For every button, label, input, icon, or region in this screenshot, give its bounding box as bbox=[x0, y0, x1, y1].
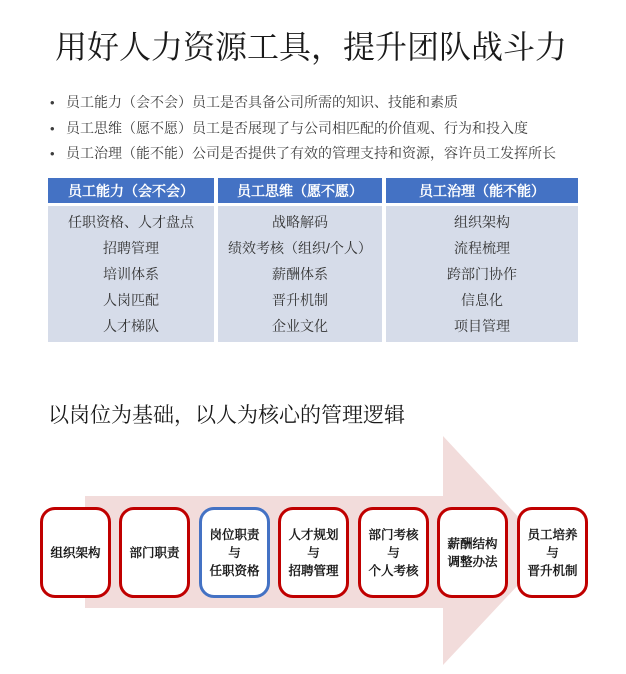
flow-box-label: 招聘管理 bbox=[288, 563, 339, 578]
flow-box-job-duties-qualifications bbox=[199, 507, 270, 598]
flow-box-label: 调整办法 bbox=[447, 554, 498, 569]
bullet-text: 员工能力（会不会）员工是否具备公司所需的知识、技能和素质 bbox=[66, 94, 458, 110]
bullet-dot-icon: • bbox=[50, 95, 55, 110]
table-cell: 人岗匹配 bbox=[103, 292, 159, 308]
flow-box-label: 与 bbox=[228, 545, 241, 560]
flow-box-label: 与 bbox=[307, 545, 320, 560]
flow-box-label: 薪酬结构 bbox=[447, 536, 498, 551]
table-cell: 薪酬体系 bbox=[272, 266, 328, 282]
flow-box-label: 人才规划 bbox=[288, 527, 339, 542]
section-subtitle: 以岗位为基础，以人为核心的管理逻辑 bbox=[48, 404, 405, 427]
bullet-dot-icon: • bbox=[50, 120, 55, 136]
table-cell: 项目管理 bbox=[454, 318, 510, 334]
flow-box-dept-individual-assessment bbox=[358, 507, 429, 598]
table-cell: 流程梳理 bbox=[454, 240, 510, 256]
flow-box-label: 任职资格 bbox=[209, 563, 260, 578]
flow-box-label: 与 bbox=[546, 545, 559, 560]
flow-box-label: 组织架构 bbox=[50, 545, 101, 560]
table-header-cell: 员工思维（愿不愿） bbox=[218, 178, 382, 203]
flow-box-label: 部门考核 bbox=[368, 527, 419, 542]
bullet-text: 员工思维（愿不愿）员工是否展现了与公司相匹配的价值观、行为和投入度 bbox=[66, 119, 528, 136]
table-cell: 组织架构 bbox=[454, 214, 510, 230]
flow-box-label: 与 bbox=[387, 545, 400, 560]
flow-box-training-promotion bbox=[517, 507, 588, 598]
table-cell: 任职资格、人才盘点 bbox=[68, 214, 194, 230]
table-cell: 跨部门协作 bbox=[447, 266, 517, 282]
table-header-cell: 员工治理（能不能） bbox=[386, 178, 578, 203]
flow-box-label: 岗位职责 bbox=[209, 527, 260, 542]
table-cell: 绩效考核（组织/个人） bbox=[228, 240, 372, 256]
flow-box-talent-planning-recruitment bbox=[278, 507, 349, 598]
flow-box-label: 部门职责 bbox=[129, 545, 180, 560]
flow-box-dept-duties bbox=[119, 507, 190, 598]
table-cell: 信息化 bbox=[461, 292, 503, 308]
table-cell: 招聘管理 bbox=[103, 240, 159, 256]
bullet-text: 员工治理（能不能）公司是否提供了有效的管理支持和资源，容许员工发挥所长 bbox=[66, 145, 556, 161]
table-header-cell: 员工能力（会不会） bbox=[48, 178, 214, 203]
table-cell: 培训体系 bbox=[103, 266, 159, 282]
flow-box-org-structure bbox=[40, 507, 111, 598]
table-cell: 晋升机制 bbox=[272, 292, 328, 308]
table-cell: 企业文化 bbox=[272, 318, 328, 334]
flow-box-salary-structure-adjustment bbox=[437, 507, 508, 598]
bullet-dot-icon: • bbox=[50, 146, 55, 161]
table-cell: 战略解码 bbox=[272, 214, 328, 230]
page-title: 用好人力资源工具，提升团队战斗力 bbox=[55, 29, 568, 65]
flow-box-label: 个人考核 bbox=[368, 563, 419, 578]
flow-box-label: 晋升机制 bbox=[527, 563, 578, 578]
flow-box-label: 员工培养 bbox=[527, 527, 578, 542]
table-cell: 人才梯队 bbox=[103, 318, 159, 334]
